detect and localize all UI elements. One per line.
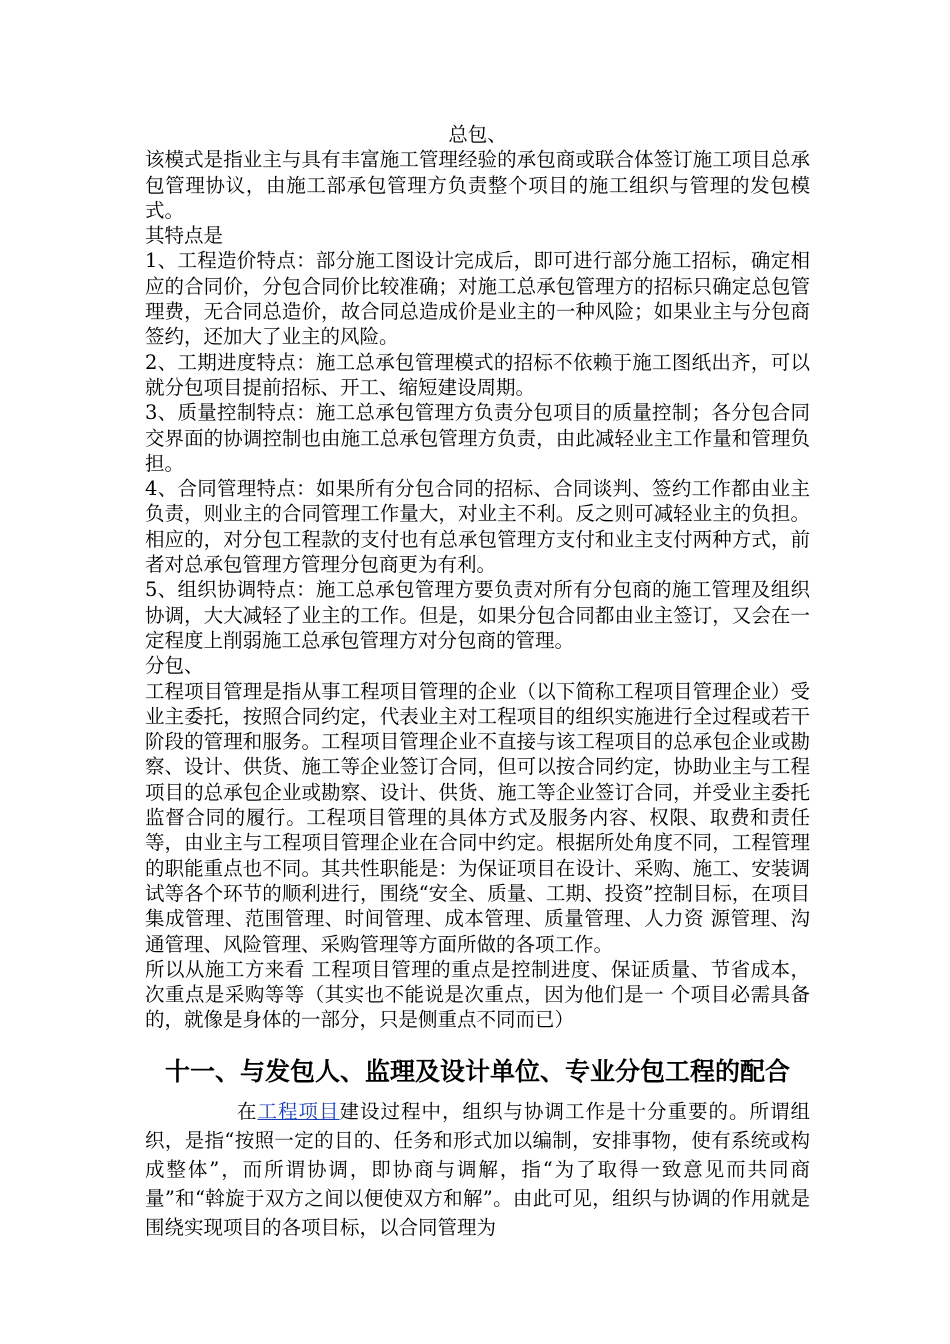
section-heading: 十一、与发包人、监理及设计单位、专业分包工程的配合 (164, 1057, 790, 1086)
paragraph-cost-feature: 1、工程造价特点：部分施工图设计完成后，即可进行部分施工招标，确定相应的合同价，分包合同价比较准确；对施工总承包管理方的招标只确定总包管理费，无合同总造价，故合同总造成价是业主的一种风险；如果业主与分包商签约，还加大了业主的风险。 (145, 249, 810, 349)
document-body-top (145, 122, 810, 1033)
paragraph-contract-feature: 4、合同管理特点：如果所有分包合同的招标、合同谈判、签约工作都由业主负责，则业主的合同管理工作量大，对业主不利。反之则可减轻业主的负担。相应的，对分包工程款的支付也有总承包管理方支付和业主支付两种方式，前者对总承包管理方管理分包商更为有利。 (145, 477, 810, 577)
title-subcontract: 分包、 (145, 654, 204, 678)
paragraph-project-management: 工程项目管理是指从事工程项目管理的企业（以下简称工程项目管理企业）受业主委托，按照合同约定，代表业主对工程项目的组织实施进行全过程或若干阶段的管理和服务。工程项目管理企业不直接与该工程项目的总承包企业或勘察、设计、供货、施工等企业签订合同，但可以按合同约定，协助业主与工程项目的总承包企业或勘察、设计、供货、施工等企业签订合同，并受业主委托监督合同的履行。工程项目管理的具体方式及服务内容、权限、取费和责任等，由业主与工程项目管理企业在合同中约定。根据所处角度不同，工程管理的职能重点也不同。其共性职能是：为保证项目在设计、采购、施工、安装调试等各个环节的顺利进行，围绕“安全、质量、工期、投资”控制目标，在项目集成管理、范围管理、时间管理、成本管理、质量管理、人力资 源管理、沟通管理、风险管理、采购管理等方面所做的各项工作。 (145, 679, 810, 956)
document-body-bottom (145, 1097, 810, 1242)
engineering-project-link[interactable]: 工程项目 (257, 1100, 340, 1123)
paragraph-prefix: 在 (237, 1100, 258, 1123)
paragraph-mode-definition: 该模式是指业主与具有丰富施工管理经验的承包商或联合体签订施工项目总承包管理协议，由施工部承包管理方负责整个项目的施工组织与管理的发包模式。 (145, 148, 810, 222)
title-general-contract: 总包、 (448, 123, 507, 146)
paragraph-features-intro: 其特点是 (145, 224, 224, 248)
paragraph-continuation: 建设过程中，组织与协调工作是十分重要的。所谓组织，是指“按照一定的目的、任务和形式加以编制，安排事物，使有系统或构成整体”，而所谓协调，即协商与调解，指“为了取得一致意见而共同商量”和“斡旋于双方之间以便使双方和解”。由此可见，组织与协调的作用就是围绕实现项目的各项目标，以合同管理为 (145, 1100, 810, 1239)
paragraph-coordination-intro (145, 1097, 810, 1242)
paragraph-schedule-feature: 2、工期进度特点：施工总承包管理模式的招标不依赖于施工图纸出齐，可以就分包项目提前招标、开工、缩短建设周期。 (145, 350, 810, 399)
paragraph-coordination-feature: 5、组织协调特点：施工总承包管理方要负责对所有分包商的施工管理及组织协调，大大减轻了业主的工作。但是，如果分包合同都由业主签订，又会在一定程度上削弱施工总承包管理方对分包商的管理。 (145, 578, 810, 652)
paragraph-quality-feature: 3、质量控制特点：施工总承包管理方负责分包项目的质量控制；各分包合同交界面的协调控制也由施工总承包管理方负责，由此减轻业主工作量和管理负担。 (145, 401, 810, 475)
paragraph-management-focus: 所以从施工方来看 工程项目管理的重点是控制进度、保证质量、节省成本，次重点是采购等等（其实也不能说是次重点，因为他们是一 个项目必需具备的，就像是身体的一部分，只是侧重点不同而已） (145, 957, 810, 1032)
